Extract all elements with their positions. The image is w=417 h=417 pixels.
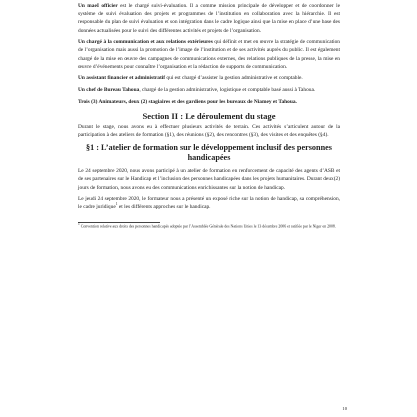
lead-finance-assistant: Un assistant financier et administratif: [78, 75, 166, 82]
lead-communication-officer: Un chargé à la communication et aux relations extérieures: [78, 39, 213, 46]
paragraph-training-workshop: [78, 167, 340, 192]
text-trainer-presentation-before: Le jeudi 24 septembre 2020, le formateur nous a présenté un exposé riche sur la notion de handicap, sa compréhension, le cadre juridique: [78, 196, 340, 211]
paragraph-finance-assistant: [78, 74, 340, 82]
section-title: Section II : Le déroulement du stage: [142, 110, 276, 121]
paragraph-communication-officer: [78, 38, 340, 71]
text-communication-officer: qui définit et met en œuvre la stratégie de communication de l’organisation mais aussi la promotion de l’image de l’institution et de ses activités auprès du public. Il est également chargé de la mise en œuvre des campagnes de communications externes, des relations publiques de la presse, la mise en œuvre d’événements pour connaître l’organisation et la rédaction de supports de communication.: [78, 39, 340, 70]
paragraph-stage-activities: [78, 123, 340, 139]
footnote-reference: 1: [115, 202, 118, 207]
paragraph-trainer-presentation: [78, 195, 340, 211]
footnote-body: Convention relative aux droits des personnes handicapés adoptée par l’Assemblée Générale des Nations Unies le 13 décembre 2006 et ratifiée par le Niger en 2008.: [79, 223, 336, 228]
footnote-number: 1: [78, 221, 80, 226]
footnote: [78, 221, 340, 230]
footnote-text: [78, 221, 340, 230]
text-stage-activities: Durant le stage, nous avons eu à effectuer plusieurs activités de terrain. Ces activités s’articulent autour de la participation à des ateliers de formation (§1), des réunions (§2), des rencontres (§3), des visites et des enquêtes (§4).: [78, 123, 340, 138]
footnote-divider: [78, 222, 160, 223]
lead-me-officer: Un maeI officier: [78, 3, 118, 9]
lead-animators: Trois (3) Animateurs, deux (2) stagiaires et des gardiens pour les bureaux de Niamey et Tahoua.: [78, 98, 297, 105]
subsection-title: §1 : L’atelier de formation sur le développement inclusif des personnes handicapées: [86, 143, 332, 163]
paragraph-me-officer: [78, 2, 340, 35]
text-tahoua-office-head: , chargé de la gestion administrative, logistique et comptable basé aussi à Tahoua.: [139, 87, 316, 93]
paragraph-tahoua-office-head: [78, 86, 340, 94]
page-number: 10: [342, 406, 347, 411]
text-trainer-presentation-after: et les différents approches sur le handicap.: [117, 204, 211, 211]
lead-tahoua-office-head: Un chef de Bureau Tahoua: [78, 87, 140, 93]
text-finance-assistant: qui est chargé d’assister la gestion administrative et comptable.: [165, 75, 303, 82]
page-body: [78, 0, 340, 229]
paragraph-animators: [78, 98, 340, 106]
text-training-workshop: Le 24 septembre 2020, nous avons participé à un atelier de formation en renforcement de capacité des agents d’ASB et de ses partenaires sur le Handicap et l’inclusion des personnes handicapées dans les projets humanitaires. Durant deux(2) jours de formation, nous avons eu des communications enrichissantes sur la notion de handicap.: [78, 168, 340, 191]
text-me-officer: est le chargé suivi-évaluation. Il a comme mission principale de développer et de coordonner le système de suivi évaluation des projets et programmes de l’institution en collaboration avec la hiérarchie. Il est responsable du plan de suivi évaluation et son intégration dans le cadre logique ainsi que la mise en place d’une base des données actualisées pour le suivi des différentes activités et projets de l’organisation.: [78, 3, 340, 34]
